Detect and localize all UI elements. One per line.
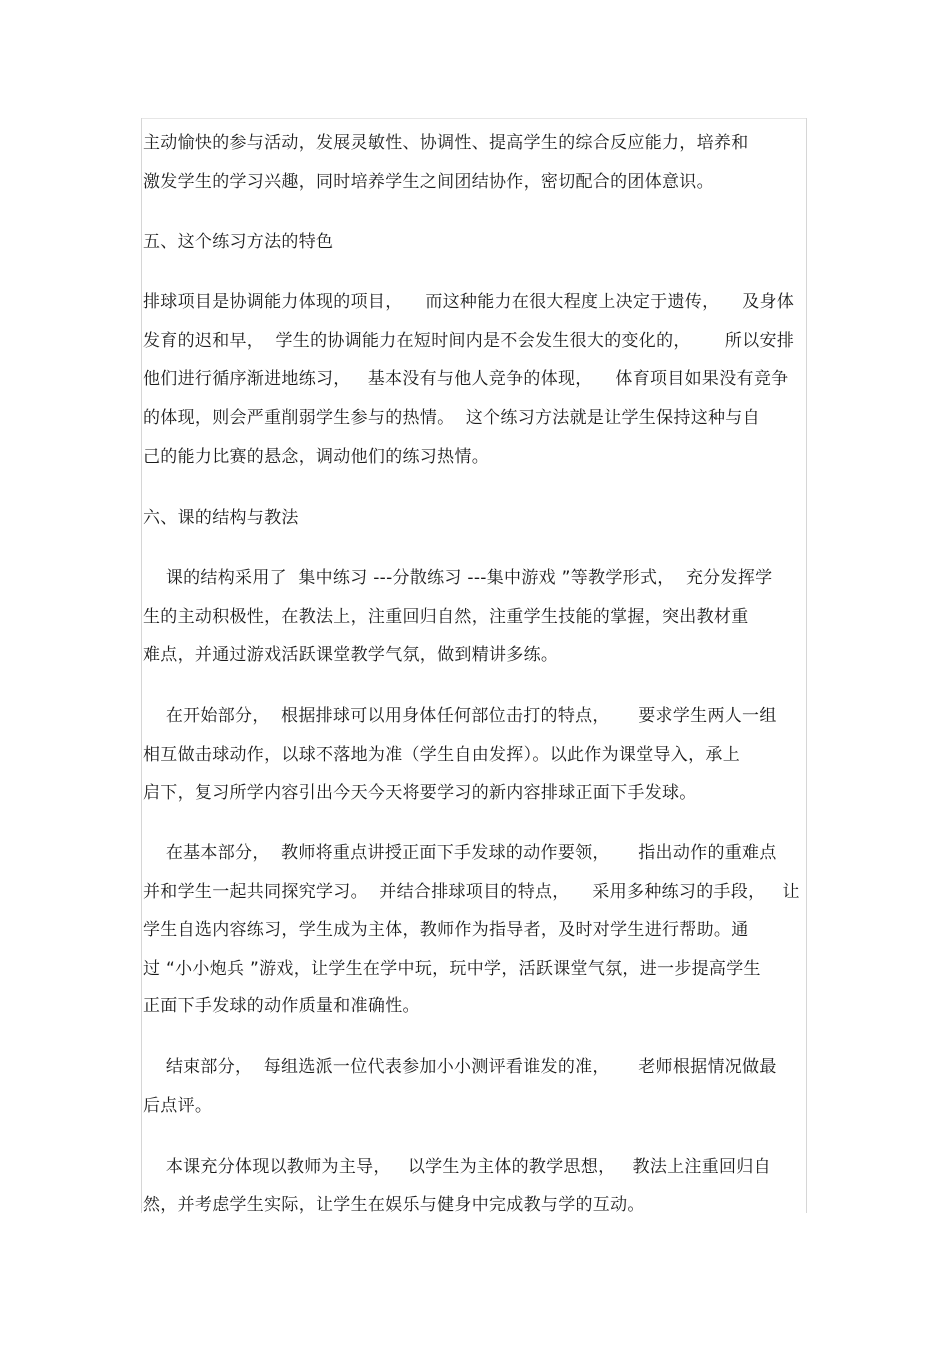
text-line: 己的能力比赛的悬念，调动他们的练习热情。 xyxy=(143,447,489,467)
text-line: 在开始部分， 根据排球可以用身体任何部位击打的特点， 要求学生两人一组 xyxy=(143,706,777,726)
text-line: 发育的迟和早， 学生的协调能力在短时间内是不会发生很大的变化的， 所以安排 xyxy=(143,331,795,351)
text-line: 他们进行循序渐进地练习， 基本没有与他人竞争的体现， 体育项目如果没有竞争 xyxy=(143,369,789,389)
text-line: 难点，并通过游戏活跃课堂教学气氛，做到精讲多练。 xyxy=(143,645,559,665)
text-line: 并和学生一起共同探究学习。 并结合排球项目的特点， 采用多种练习的手段， 让 xyxy=(143,882,800,902)
text-line: 激发学生的学习兴趣，同时培养学生之间团结协作，密切配合的团体意识。 xyxy=(143,172,714,192)
text-line: 相互做击球动作，以球不落地为准（学生自由发挥）。以此作为课堂导入，承上 xyxy=(143,745,740,765)
text-line: 启下，复习所学内容引出今天今天将要学习的新内容排球正面下手发球。 xyxy=(143,783,697,803)
section-heading: 六、课的结构与教法 xyxy=(143,508,299,528)
text-line: 在基本部分， 教师将重点讲授正面下手发球的动作要领， 指出动作的重难点 xyxy=(143,843,777,863)
page-border-left xyxy=(141,118,142,1213)
text-line: 正面下手发球的动作质量和准确性。 xyxy=(143,996,420,1016)
text-line: 然，并考虑学生实际，让学生在娱乐与健身中完成教与学的互动。 xyxy=(143,1195,645,1215)
text-line: 的体现，则会严重削弱学生参与的热情。 这个练习方法就是让学生保持这种与自 xyxy=(143,408,760,428)
page-border-top xyxy=(141,118,807,119)
section-heading: 五、这个练习方法的特色 xyxy=(143,232,334,252)
text-line: 生的主动积极性，在教法上，注重回归自然，注重学生技能的掌握，突出教材重 xyxy=(143,607,749,627)
text-line: 过 “小小炮兵 ”游戏，让学生在学中玩，玩中学，活跃课堂气氛，进一步提高学生 xyxy=(143,959,761,979)
text-line: 结束部分， 每组选派一位代表参加小小测评看谁发的准， 老师根据情况做最 xyxy=(143,1057,777,1077)
text-line: 本课充分体现以教师为主导， 以学生为主体的教学思想， 教法上注重回归自 xyxy=(143,1157,771,1177)
text-line: 主动愉快的参与活动，发展灵敏性、协调性、提高学生的综合反应能力，培养和 xyxy=(143,133,749,153)
text-line: 学生自选内容练习，学生成为主体，教师作为指导者，及时对学生进行帮助。通 xyxy=(143,920,749,940)
text-line: 排球项目是协调能力体现的项目， 而这种能力在很大程度上决定于遗传， 及身体 xyxy=(143,292,795,312)
text-line: 课的结构采用了 集中练习 ---分散练习 ---集中游戏 ”等教学形式， 充分发挥学 xyxy=(143,568,773,588)
page-border-right xyxy=(806,118,807,1213)
text-line: 后点评。 xyxy=(143,1096,213,1116)
